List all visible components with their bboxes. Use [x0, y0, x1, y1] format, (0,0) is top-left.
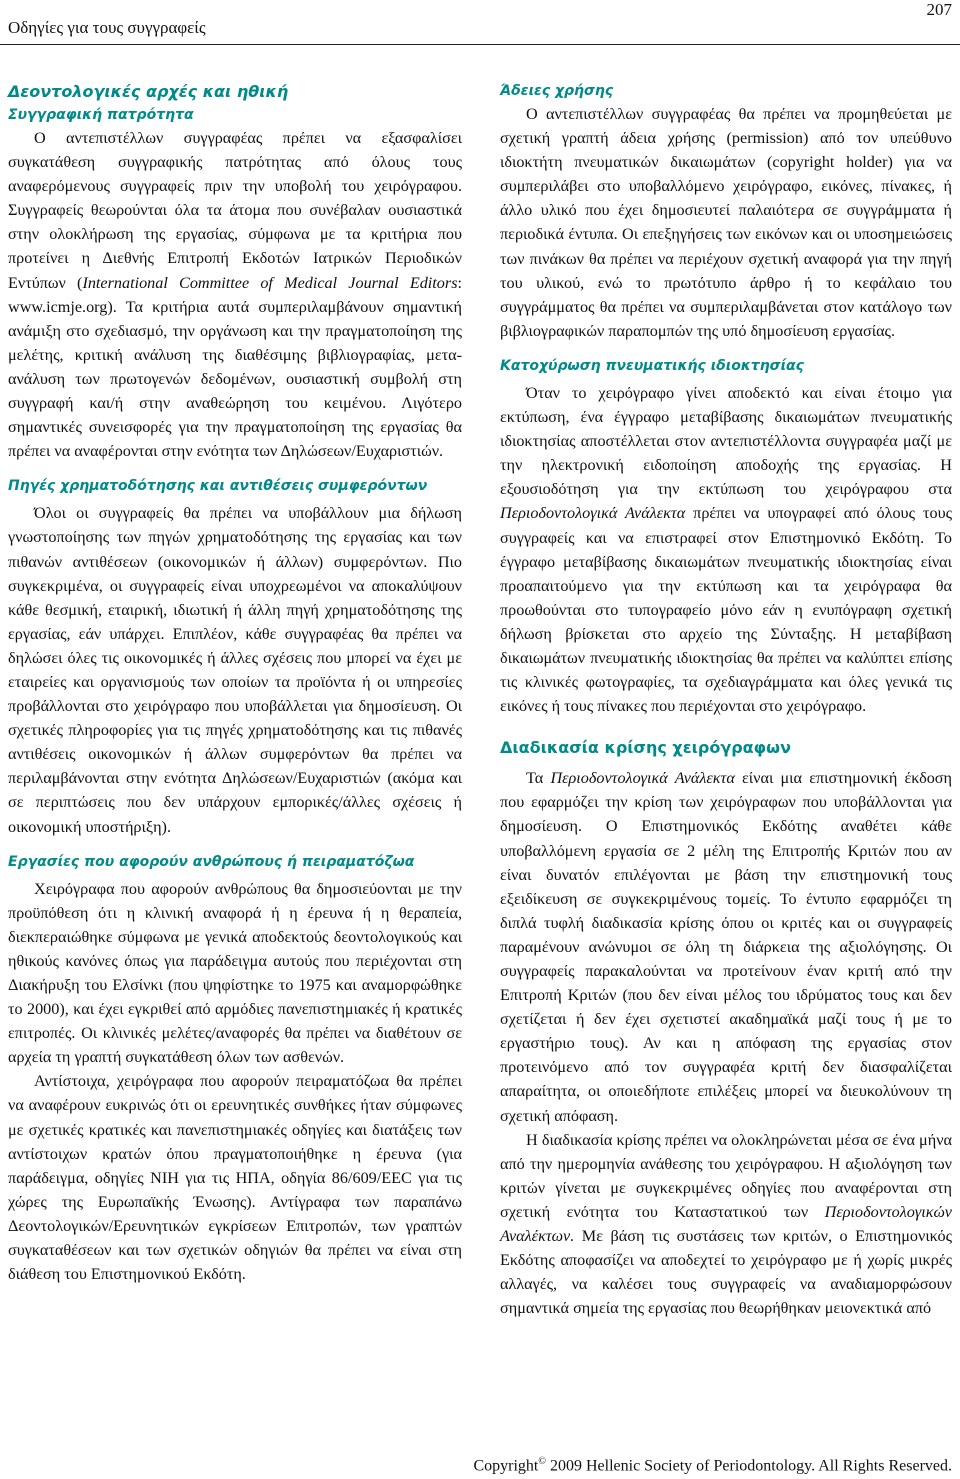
- paragraph-authorship: [8, 126, 462, 463]
- text-span: Όταν το χειρόγραφο γίνει αποδεκτό και είναι έτοιμο για εκτύπωση, ένα έγγραφο μεταβίβασης δικαιωμάτων πνευματικής ιδιοκτησίας αποστέλλεται στον αντεπιστέλλοντα συγγραφέα μαζί με την ηλεκτρονική ειδοποίηση αποδοχής της εργασίας. Η εξουσιοδότηση για την εκτύπωση του χειρόγραφου στα: [500, 383, 952, 499]
- paragraph-animals: Αντίστοιχα, χειρόγραφα που αφορούν πειραματόζωα θα πρέπει να αναφέρουν ευκρινώς ότι οι ερευνητικές συνθήκες ήταν σύμφωνες με σχετικές κρατικές και πανεπιστημιακές οδηγίες και διατάξεις των αντίστοιχων κρατών όπου πραγματοποιήθηκε η έρευνα (για παράδειγμα, οδηγίες NIH για τις ΗΠΑ, οδηγία 86/609/EEC για τις χώρες της Ευρωπαϊκής Ένωσης). Αντίγραφα των παραπάνω Δεοντολογικών/Ερευνητικών εγκρίσεων Επιτροπών, των γραπτών συγκαταθέσεων και των σχετικών οδηγιών θα πρέπει να είναι στη διάθεση του Επιστημονικού Εκδότη.: [8, 1072, 462, 1284]
- running-head: Οδηγίες για τους συγγραφείς: [8, 18, 206, 37]
- subheading-copyright: Κατοχύρωση πνευματικής ιδιοκτησίας: [500, 357, 804, 374]
- subheading-humans-animals: Εργασίες που αφορούν ανθρώπους ή πειραματόζωα: [8, 853, 415, 870]
- left-column: [8, 80, 462, 1286]
- subheading-permissions: Άδειες χρήσης: [500, 83, 614, 99]
- text-span: πρέπει να υπογραφεί από όλους τους συγγραφείς και να επιστραφεί στον Επιστημονικό Εκδότη. Το έγγραφο μεταβίβασης δικαιωμάτων πνευματικής ιδιοκτησίας είναι προαπαιτούμενο για την εκτύπωση και τα χειρόγραφα θα προωθούνται στο τυπογραφείο μόνο εάν η ενυπόγραφη σχετική δήλωση βρίσκεται στο αρχείο της Σύνταξης. Η μεταβίβαση δικαιωμάτων πνευματικής ιδιοκτησίας θα πρέπει να καλύπτει επίσης τις κλινικές φωτογραφίες, τα σχεδιαγράμματα και όλες γενικά τις εικόνες ή τους πίνακες που περιέχονται στο χειρόγραφο.: [500, 504, 952, 716]
- page-number: 207: [926, 0, 952, 19]
- text-span: Η διαδικασία κρίσης πρέπει να ολοκληρώνεται μέσα σε ένα μήνα από την ημερομηνία ανάθεσης του χειρόγραφου. Η αξιολόγηση των κριτών γίνεται με συγκεκριμένες οδηγίες που αναφέρονται στη σχετική ενότητα του Καταστατικού των: [500, 1130, 952, 1221]
- copyright-word: Copyright: [473, 1457, 539, 1475]
- subheading-authorship: Συγγραφική πατρότητα: [8, 107, 194, 123]
- right-column: [500, 80, 952, 1320]
- text-span: Με βάση τις συστάσεις των κριτών, ο Επιστημονικός Εκδότης αποφασίζει να αποδεχτεί το χειρόγραφο με ή χωρίς μικρές αλλαγές, να καλέσει τους συγγραφείς να αναδιαμορφώσουν σημαντικά σημεία της εργασίας που θεωρήθηκαν μειονεκτικά από: [500, 1227, 952, 1318]
- copyright-footer: [473, 1456, 952, 1475]
- copyright-text: 2009 Hellenic Society of Periodontology. All Rights Reserved.: [549, 1457, 952, 1475]
- italic-span: International Committee of Medical Journal Editors: [82, 273, 458, 292]
- paragraph-permissions: Ο αντεπιστέλλων συγγραφέας θα πρέπει να προμηθεύεται με σχετική γραπτή άδεια χρήσης (permission) από τον υπεύθυνο ιδιοκτήτη πνευματικών δικαιωμάτων (copyright holder) για να συμπεριλάβει στο υποβαλλόμενο χειρόγραφο, εικόνες, πίνακες, ή άλλο υλικό που έχει δημοσιευτεί παλαιότερα σε συγγράμματα ή περιοδικά έντυπα. Οι επεξηγήσεις των εικόνων και οι υποσημειώσεις των πινάκων θα πρέπει να περιέχουν σχετική αναφορά για την πηγή του υλικού, ενώ το πρωτότυπο άρθρο ή το κεφάλαιο του συγγράμματος θα πρέπει να συμπεριλαμβάνεται στον κατάλογο των βιβλιογραφικών παραπομπών της υπό δημοσίευση εργασίας.: [500, 105, 952, 340]
- paragraph-copyright: [500, 381, 952, 718]
- italic-span: Περιοδοντολογικά Ανάλεκτα: [550, 769, 735, 788]
- text-span: Τα: [526, 769, 551, 788]
- subheading-funding: Πηγές χρηματοδότησης και αντιθέσεις συμφερόντων: [8, 478, 428, 495]
- paragraph-review-1: [500, 766, 952, 1127]
- paragraph-review-2: [500, 1128, 952, 1321]
- header-rule: [0, 44, 960, 45]
- paragraph-funding: Όλοι οι συγγραφείς θα πρέπει να υποβάλλουν μια δήλωση γνωστοποίησης των πηγών χρηματοδότησης της εργασίας και των πιθανών αντιθέσεων (οικονομικών ή άλλων) συμφερόντων. Πιο συγκεκριμένα, οι συγγραφείς είναι υποχρεωμένοι να αποκαλύψουν κάθε θεσμική, εταιρική, ιδιωτική ή άλλη πηγή χρηματοδότησης της εργασίας, εάν υπάρχει. Επιπλέον, κάθε συγγραφέας θα πρέπει να δηλώσει όλες τις οικονομικές ή άλλες σχέσεις που μπορεί να έχει με εταιρείες και οργανισμούς των οποίων τα προϊόντα ή οι υπηρεσίες προβάλλονται στο χειρόγραφο που υποβάλλεται για δημοσίευση. Οι σχετικές πληροφορίες για τις πηγές χρηματοδότησης και τις πιθανές αντιθέσεις οικονομικών ή άλλων συμφερόντων θα πρέπει να περιλαμβάνονται στην ενότητα Δηλώσεων/Ευχαριστιών (ακόμα και σε περιπτώσεις που δεν υπάρχουν εμπορικές/άλλες σχέσεις ή οικονομική υποστήριξη).: [8, 504, 462, 836]
- copyright-symbol: ©: [538, 1456, 546, 1467]
- section-heading-ethics: Δεοντολογικές αρχές και ηθική: [8, 82, 289, 101]
- paragraph-humans: Χειρόγραφα που αφορούν ανθρώπους θα δημοσιεύονται με την προϋπόθεση ότι η κλινική αναφορά ή η έρευνα ή η θεραπεία, διεκπεραιώθηκε σύμφωνα με γενικά αποδεκτούς δεοντολογικούς και ηθικούς κανόνες όπως για παράδειγμα αυτούς που περιέχονται στη Διακήρυξη του Ελσίνκι (που ψηφίστηκε το 1975 και αναμορφώθηκε το 2000), και έχει εγκριθεί από αρμόδιες πανεπιστημιακές ή κρατικές επιτροπές. Οι κλινικές μελέτες/αναφορές θα πρέπει να διαθέτουν σε αρχεία τη γραπτή συγκατάθεση όλων των ασθενών.: [8, 879, 462, 1067]
- section-heading-review: Διαδικασία κρίσης χειρόγραφων: [500, 738, 791, 758]
- text-span: : www.icmje.org). Τα κριτήρια αυτά συμπεριλαμβάνουν σημαντική ανάμιξη στο σχεδιασμό, την οργάνωση και την πραγματοποίηση της μελέτης, κριτική ανάλυση της διαθέσιμης βιβλιογραφίας, μετα-ανάλυση των πρωτογενών δεδομένων, ουσιαστική συμβολή στη συγγραφή και/ή στην αναθεώρηση του κειμένου. Λιγότερο σημαντικές συνεισφορές για την πραγματοποίηση της εργασίας θα πρέπει να αναφέρονται στην ενότητα των Δηλώσεων/Ευχαριστιών.: [8, 273, 462, 461]
- text-span: Ο αντεπιστέλλων συγγραφέας πρέπει να εξασφαλίσει συγκατάθεση συγγραφικής πατρότητας από όλους τους αναφερόμενους συγγραφείς πριν την υποβολή του χειρόγραφου. Συγγραφείς θεωρούνται όλα τα άτομα που συνέβαλαν ουσιαστικά στην ολοκλήρωση της εργασίας, σύμφωνα με τα κριτήρια που προτείνει η Διεθνής Επιτροπή Εκδοτών Ιατρικών Περιοδικών Εντύπων (: [8, 129, 462, 292]
- italic-span: Περιοδοντολογικών Αναλέκτων.: [500, 1202, 952, 1246]
- text-span: είναι μια επιστημονική έκδοση που εφαρμόζει την κρίση των χειρόγραφων που υποβάλλονται για δημοσίευση. Ο Επιστημονικός Εκδότης αναθέτει κάθε υποβαλλόμενη εργασία σε 2 μέλη της Επιτροπής Κριτών που αν είναι δυνατόν επιλέγονται με βάση την επιστημονική τους εξειδίκευση σε συγκεκριμένους τομείς. Το έντυπο εφαρμόζει τη διπλά τυφλή διαδικασία κρίσης όπου οι κριτές και οι συγγραφείς παραμένουν ανώνυμοι σε όλη τη διάρκεια της αξιολόγησης. Οι συγγραφείς παρακαλούνται να προτείνουν έναν κριτή από την Επιτροπή Κριτών (που δεν είναι μέλος του ιδρύματος τους και δεν σχετίζεται ή δεν έχει σχετιστεί ακαδημαϊκά μαζί τους ή με το εργαστήριο τους). Αν και η απόφαση της εργασίας στον προτεινόμενο από τον συγγραφέα κριτή δεν διασφαλίζεται απαραίτητα, οι οποιεδήποτε επιλέξεις μπορεί να διευκολύνουν τη σχετική απόφαση.: [500, 769, 952, 1125]
- italic-span: Περιοδοντολογικά Ανάλεκτα: [500, 504, 686, 523]
